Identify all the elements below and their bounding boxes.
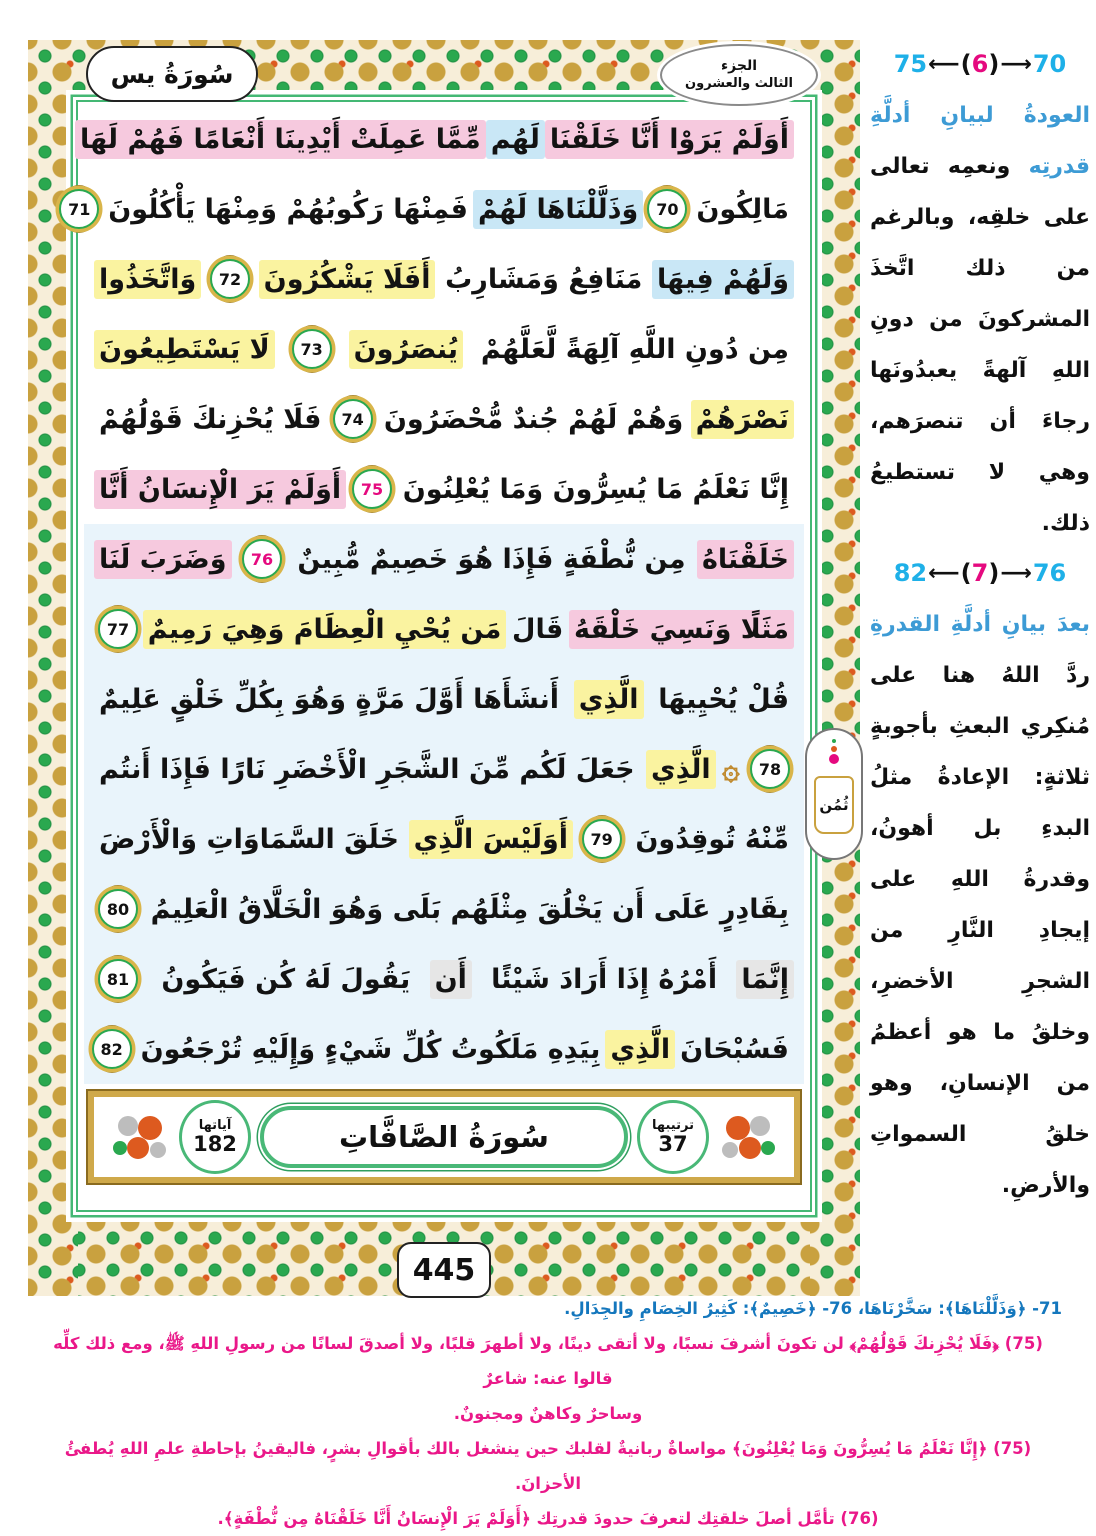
border-finials-top xyxy=(34,25,854,40)
ayah-text-segment: أَوَلَيْسَ الَّذِي xyxy=(409,820,574,859)
surah-ayat-number: 182 xyxy=(193,1131,237,1156)
quran-line-2 xyxy=(68,174,802,244)
ayah-text-segment: نَصْرَهُمْ xyxy=(691,400,794,439)
ayah-text-segment: وَهُمْ لَهُمْ جُندٌ مُّحْضَرُونَ xyxy=(383,403,684,435)
ayah-text-segment: لَهُم xyxy=(486,120,545,159)
ayah-text-segment: أَوَلَمْ يَرَ الْإِنسَانُ أَنَّا xyxy=(94,470,346,509)
quran-line-6 xyxy=(86,454,802,524)
quran-line-4 xyxy=(86,314,802,384)
quran-line-1 xyxy=(79,104,802,174)
surah-order-label: ترتيبها xyxy=(652,1118,694,1134)
ayah-text-segment: مِّمَّا عَمِلَتْ أَيْدِينَا أَنْعَامًا فَهُمْ لَهَا xyxy=(75,120,486,159)
commentary-body-text: ردَّ اللهُ هنا على مُنكِري البعثِ بأجوبةٍ ثلاثةٍ: الإعادةُ مثلُ البدءِ بل أهونُ، وقدرةُ اللهِ على إيجادِ النَّارِ من الشجرِ الأخضرِ، وخلقُ ما هو أعظمُ من الإنسانِ، وهو خلقُ السمواتِ والأرضِ. xyxy=(870,663,1090,1198)
verse-range-end: 75 xyxy=(893,50,928,78)
ayah-text-segment: قُلْ يُحْيِيهَا xyxy=(658,683,789,715)
footnote-1: 71- ﴿وَذَلَّلْنَاهَا﴾: سَخَّرْنَاهَا، 76- ﴿خَصِيمٌ﴾: كَثِيرُ الخِصَامِ والجِدَالِ. xyxy=(564,1299,1062,1318)
footnote-3: وساحرٌ وكاهنٌ ومجنونٌ. xyxy=(453,1404,643,1423)
verse-range-start: 70 xyxy=(1032,50,1067,78)
surah-ayat-label: آياتها xyxy=(198,1118,232,1134)
ayah-text-segment: أَن xyxy=(430,960,472,999)
ornamental-border-left xyxy=(28,40,78,1296)
quran-line-10 xyxy=(86,734,802,804)
left-arrow-icon: ⟵ xyxy=(928,560,960,586)
footnotes-area xyxy=(34,1291,1062,1536)
floral-ornament-icon xyxy=(718,1108,782,1166)
verse-end-medallion-71: 71 xyxy=(59,189,99,229)
quran-line-8 xyxy=(86,594,802,664)
thumn-marker xyxy=(805,728,863,860)
ayah-text-segment: مَثَلًا وَنَسِيَ خَلْقَهُ xyxy=(569,610,794,649)
commentary-lead-phrase: العودةُ لبيانِ أدلَّةِ قدرتِه xyxy=(870,103,1091,179)
ayah-text-segment: مِن دُونِ اللَّهِ آلِهَةً لَّعَلَّهُمْ xyxy=(480,333,789,365)
verse-end-medallion-77: 77 xyxy=(98,609,138,649)
ayah-text-segment: جَعَلَ لَكُم مِّنَ الشَّجَرِ الْأَخْضَرِ نَارًا فَإِذَا أَنتُم xyxy=(99,753,635,785)
ayah-text-segment: أَوَلَمْ يَرَوْا أَنَّا خَلَقْنَا xyxy=(545,120,794,159)
ayah-text-segment: أَمْرُهُ إِذَا أَرَادَ شَيْئًا xyxy=(491,963,718,995)
ayah-text-segment: فَمِنْهَا رَكُوبُهُمْ وَمِنْهَا يَأْكُلُونَ xyxy=(108,193,468,225)
surah-ayat-count-oval xyxy=(179,1100,251,1174)
surah-saffat-header-band xyxy=(86,1089,802,1185)
quran-line-12 xyxy=(86,874,802,944)
commentary-lead-phrase: بعدَ بيانِ أدلَّةِ القدرةِ xyxy=(870,612,1090,637)
ayah-text-segment: الَّذِي xyxy=(646,750,716,789)
verse-end-medallion-70: 70 xyxy=(647,189,687,229)
thumn-finial-icon xyxy=(829,754,839,764)
ayah-text-segment: وَضَرَبَ لَنَا xyxy=(94,540,232,579)
ayah-text-segment: يَقُولَ لَهُ كُن فَيَكُونُ xyxy=(161,963,411,995)
quran-line-11 xyxy=(86,804,802,874)
juz-label-line2: الثالث والعشرون xyxy=(685,75,793,91)
verse-end-medallion-73: 73 xyxy=(292,329,332,369)
ayah-text-segment: مَن يُحْيِ الْعِظَامَ وَهِيَ رَمِيمٌ xyxy=(143,610,507,649)
ayah-text-segment: خَلَقَ السَّمَاوَاتِ وَالْأَرْضَ xyxy=(99,823,399,855)
quran-line-9 xyxy=(86,664,802,734)
floral-ornament-icon xyxy=(106,1108,170,1166)
juz-23-medallion xyxy=(660,44,818,106)
quran-line-14 xyxy=(86,1014,802,1084)
surah-order-number: 37 xyxy=(658,1131,688,1156)
right-arrow-icon: ⟶ xyxy=(1000,560,1032,586)
inner-green-frame xyxy=(68,100,812,1212)
ornamental-border-right xyxy=(810,40,860,1296)
rub-el-hizb-icon: ۞ xyxy=(722,751,740,787)
ayah-text-segment: الَّذِي xyxy=(574,680,644,719)
surah-yasin-label xyxy=(86,46,258,102)
ayah-text-segment: مَالِكُونَ xyxy=(696,193,789,225)
left-arrow-icon: ⟵ xyxy=(928,51,960,77)
footnote-4: (75) ﴿إِنَّا نَعْلَمُ مَا يُسِرُّونَ وَمَا يُعْلِنُونَ﴾ مواساةٌ ربانيةٌ لقلبك حين ينشغل بالك بأقوالِ بشرٍ، فاليقينُ بإحاطةِ علمِ اللهِ يُطفئُ الأحزانَ. xyxy=(64,1439,1032,1493)
ayah-text-segment: الَّذِي xyxy=(605,1030,675,1069)
quran-line-5 xyxy=(86,384,802,454)
ayah-text-segment: يُنصَرُونَ xyxy=(349,330,463,369)
ayah-text-segment: بِيَدِهِ مَلَكُوتُ كُلِّ شَيْءٍ وَإِلَيْهِ تُرْجَعُونَ xyxy=(140,1033,601,1065)
verse-end-medallion-80: 80 xyxy=(98,889,138,929)
verse-range-end: 82 xyxy=(893,559,928,587)
ayah-text-segment: خَلَقْنَاهُ xyxy=(697,540,794,579)
verse-end-medallion-82: 82 xyxy=(92,1029,132,1069)
verse-end-medallion-74: 74 xyxy=(333,399,373,439)
ayah-text-segment: إِنَّا نَعْلَمُ مَا يُسِرُّونَ وَمَا يُعْلِنُونَ xyxy=(402,473,789,505)
page-number xyxy=(397,1242,491,1298)
footnote-2: (75) ﴿فَلَا يُحْزِنكَ قَوْلُهُمْ﴾ لن تكونَ أشرفَ نسبًا، ولا أتقى دينًا، ولا أطهرَ قلبًا، ولا أصدقَ لسانًا من رسولِ اللهِ ﷺ، ومع ذلك كلِّه قالوا عنه: شاعرٌ xyxy=(53,1334,1043,1388)
mushaf-block xyxy=(28,40,860,1296)
ayah-text-segment: وَذَلَّلْنَاهَا لَهُمْ xyxy=(473,190,643,229)
quran-line-3 xyxy=(86,244,802,314)
surah-yasin-label-text: سُورَةُ يس xyxy=(110,59,234,89)
ayah-text-segment: إِنَّمَا xyxy=(736,960,794,999)
ayah-text-segment: فَسُبْحَانَ xyxy=(680,1033,789,1065)
quran-line-7 xyxy=(86,524,802,594)
quran-text-area xyxy=(68,104,804,1208)
page-number-text: 445 xyxy=(412,1252,476,1288)
verse-end-medallion-75: 75 xyxy=(352,469,392,509)
surah-saffat-title-cartouche xyxy=(260,1106,628,1168)
ayah-text-segment: أَفَلَا يَشْكُرُونَ xyxy=(259,260,436,299)
sidebar-commentary-paragraph-2 xyxy=(870,599,1090,1211)
surah-order-oval xyxy=(637,1100,709,1174)
tafsir-sidebar xyxy=(870,46,1090,1221)
group-number: (7) xyxy=(960,559,1000,587)
group-number: (6) xyxy=(960,50,1000,78)
ayah-text-segment: لَا يَسْتَطِيعُونَ xyxy=(94,330,275,369)
ayah-text-segment: أَنشَأَهَا أَوَّلَ مَرَّةٍ وَهُوَ بِكُلِّ خَلْقٍ عَلِيمٌ xyxy=(99,683,560,715)
right-arrow-icon: ⟶ xyxy=(1000,51,1032,77)
sidebar-section-header-1 xyxy=(870,50,1090,78)
verse-end-medallion-76: 76 xyxy=(242,539,282,579)
verse-end-medallion-72: 72 xyxy=(210,259,250,299)
ayah-text-segment: مِّنْهُ تُوقِدُونَ xyxy=(635,823,789,855)
quran-section-white xyxy=(68,104,804,524)
footnote-5: (76) تأمَّل أصلَ خلقتِك لتعرفَ حدودَ قدرتِك ﴿أَوَلَمْ يَرَ الْإِنسَانُ أَنَّا خَلَقْنَاهُ مِن نُّطْفَةٍ﴾. xyxy=(217,1509,879,1528)
verse-end-medallion-78: 78 xyxy=(750,749,790,789)
commentary-body-text: ونعمِه تعالى على خلقِه، وبالرغم من ذلك اتَّخذَ المشركونَ من دونِ اللهِ آلهةً يعبدُونَها رجاءَ أن تنصرَهم، وهي لا تستطيعُ ذلك. xyxy=(870,154,1090,536)
ayah-text-segment: مَنَافِعُ وَمَشَارِبُ xyxy=(445,263,643,295)
thumn-marker-text: ثُمُن xyxy=(814,776,854,834)
verse-end-medallion-79: 79 xyxy=(582,819,622,859)
verse-end-medallion-81: 81 xyxy=(98,959,138,999)
ayah-text-segment: وَلَهُمْ فِيهَا xyxy=(652,260,794,299)
ayah-text-segment: فَلَا يُحْزِنكَ قَوْلُهُمْ xyxy=(99,403,322,435)
sidebar-commentary-paragraph-1 xyxy=(870,90,1090,549)
quran-line-13 xyxy=(86,944,802,1014)
surah-saffat-title: سُورَةُ الصَّافَّاتِ xyxy=(339,1120,549,1154)
verse-range-start: 76 xyxy=(1032,559,1067,587)
quran-section-tinted xyxy=(84,524,804,1084)
ayah-text-segment: قَالَ xyxy=(512,613,564,645)
ayah-text-segment: وَاتَّخَذُوا xyxy=(94,260,201,299)
juz-label-line1: الجزء xyxy=(720,58,757,75)
sidebar-section-header-2 xyxy=(870,559,1090,587)
ayah-text-segment: بِقَادِرٍ عَلَى أَن يَخْلُقَ مِثْلَهُم بَلَى وَهُوَ الْخَلَّاقُ الْعَلِيمُ xyxy=(150,893,789,925)
ayah-text-segment: مِن نُّطْفَةٍ فَإِذَا هُوَ خَصِيمٌ مُّبِينٌ xyxy=(297,543,686,575)
